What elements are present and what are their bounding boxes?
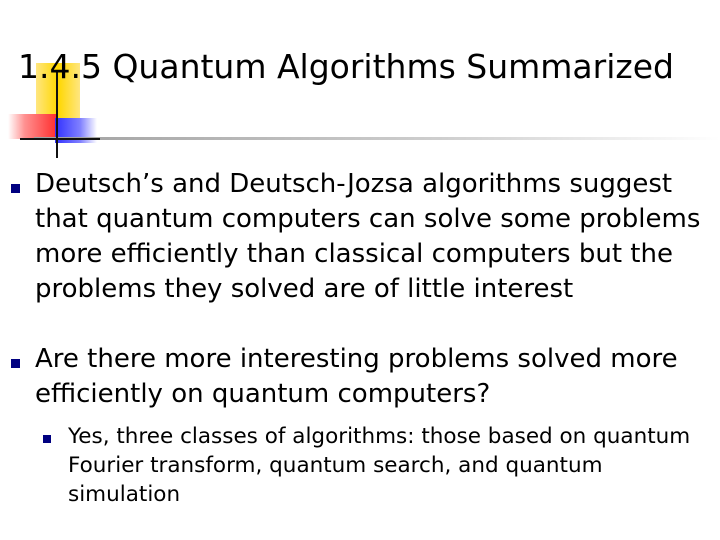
deco-rule (34, 137, 720, 140)
deco-red-bar (8, 114, 56, 139)
bullet-text: Deutsch’s and Deutsch-Jozsa algorithms suggest that quantum computers can solve some problems more efficiently than classical computers but the problems they solved are of little interest (35, 169, 701, 304)
square-bullet-icon (11, 184, 20, 193)
deco-horizontal-line (20, 138, 100, 140)
bullet-text: Are there more interesting problems solved more efficiently on quantum computers? (35, 344, 678, 409)
slide-title: 1.4.5 Quantum Algorithms Summarized (18, 47, 674, 86)
square-bullet-icon (11, 359, 20, 368)
sub-bullet-text: Yes, three classes of algorithms: those based on quantum Fourier transform, quantum search, and quantum simulation (68, 424, 691, 507)
square-bullet-icon (43, 435, 51, 443)
